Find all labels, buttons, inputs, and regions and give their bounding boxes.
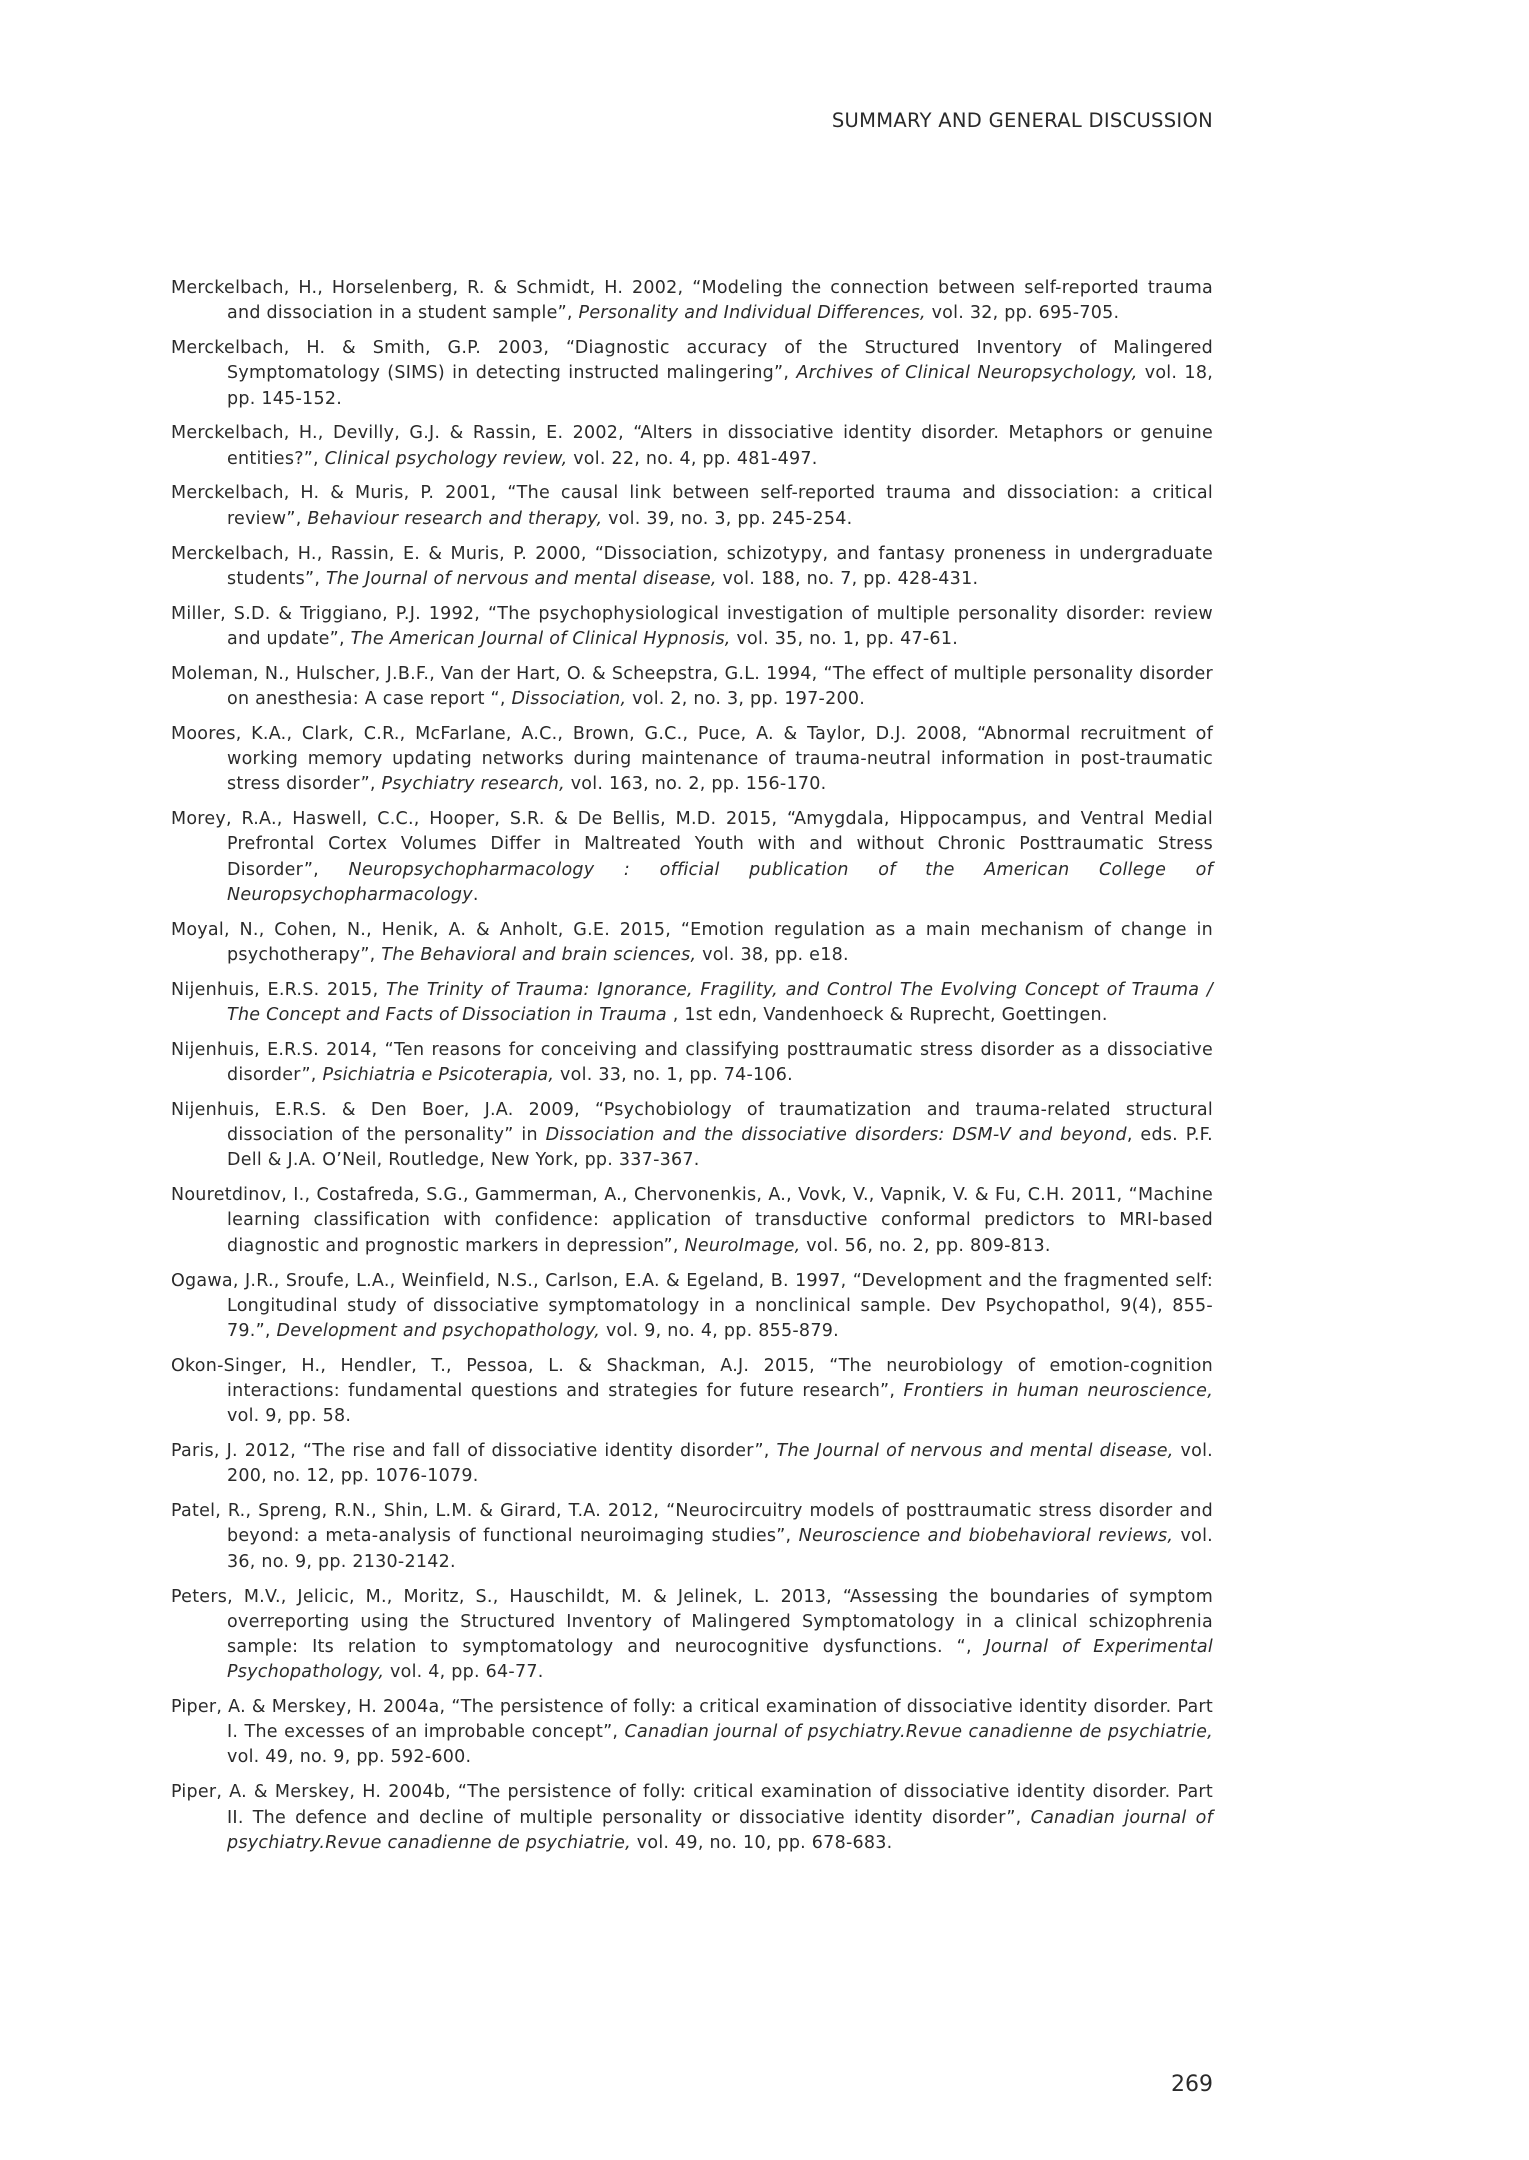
reference-source-title: The Journal of nervous and mental disease, bbox=[776, 1441, 1174, 1462]
reference-volume-pages: vol. 188, no. 7, pp. 428-431. bbox=[716, 568, 979, 589]
reference-citation: Merckelbach, H. & Smith, G.P. 2003, “Diagnostic accuracy of the Structured Inventory of Malingered Symptomatology (SIMS) in detecting instructed malingering”, bbox=[171, 338, 1213, 384]
reference-citation: Moores, K.A., Clark, C.R., McFarlane, A.C., Brown, G.C., Puce, A. & Taylor, D.J. 2008, “Abnormal recruitment of working memory updating networks during maintenance of trauma-neutral information in post-traumatic stress disorder”, bbox=[171, 723, 1213, 795]
reference-volume-pages: vol. 163, no. 2, pp. 156-170. bbox=[564, 774, 827, 795]
reference-volume-pages: vol. 32, pp. 695-705. bbox=[925, 303, 1120, 324]
reference-entry bbox=[171, 807, 1213, 908]
reference-entry bbox=[171, 542, 1213, 592]
reference-citation: Merckelbach, H., Devilly, G.J. & Rassin, E. 2002, “Alters in dissociative identity disorder. Metaphors or genuine entities?”, bbox=[171, 423, 1213, 469]
reference-entry bbox=[171, 276, 1213, 326]
reference-citation: Peters, M.V., Jelicic, M., Moritz, S., Hauschildt, M. & Jelinek, L. 2013, “Assessing the boundaries of symptom overreporting using the Structured Inventory of Malingered Symptomatology in a clinical schizophrenia sample: Its relation to symptomatology and neurocognitive dysfunctions. “, bbox=[171, 1586, 1213, 1657]
reference-source-title: The Trinity of Trauma: Ignorance, Fragility, and Control The Evolving Concept of Trauma / The Concept and Facts of Dissociation in Trauma bbox=[227, 979, 1213, 1025]
reference-volume-pages: vol. 56, no. 2, pp. 809-813. bbox=[800, 1235, 1051, 1256]
reference-citation: Nijenhuis, E.R.S. 2014, “Ten reasons for conceiving and classifying posttraumatic stress disorder as a dissociative disorder”, bbox=[171, 1039, 1213, 1086]
reference-volume-pages: vol. 22, no. 4, pp. 481-497. bbox=[567, 448, 818, 469]
reference-volume-pages: vol. 35, no. 1, pp. 47-61. bbox=[730, 628, 959, 649]
page-number: 269 bbox=[1171, 2072, 1213, 2097]
reference-citation: Paris, J. 2012, “The rise and fall of dissociative identity disorder”, bbox=[171, 1441, 777, 1462]
reference-source-title: The Journal of nervous and mental disease, bbox=[325, 568, 717, 589]
reference-entry bbox=[171, 421, 1213, 471]
reference-entry bbox=[171, 602, 1213, 652]
reference-entry bbox=[171, 1183, 1213, 1259]
reference-source-title: Development and psychopathology, bbox=[276, 1320, 601, 1341]
reference-citation: Miller, S.D. & Triggiano, P.J. 1992, “The psychophysiological investigation of multiple personality disorder: review and update”, bbox=[171, 603, 1213, 649]
reference-citation: Piper, A. & Merskey, H. 2004b, “The persistence of folly: critical examination of dissociative identity disorder. Part II. The defence and decline of multiple personality or dissociative identity disorder”, bbox=[171, 1782, 1213, 1828]
reference-entry bbox=[171, 918, 1213, 968]
reference-source-title: Clinical psychology review, bbox=[324, 448, 568, 469]
reference-citation: Merckelbach, H., Rassin, E. & Muris, P. 2000, “Dissociation, schizotypy, and fantasy proneness in undergraduate students”, bbox=[171, 543, 1213, 589]
reference-source-title: Dissociation and the dissociative disorders: DSM-V and beyond bbox=[545, 1125, 1127, 1146]
reference-source-title: Canadian journal of psychiatry.Revue canadienne de psychiatrie, bbox=[227, 1807, 1213, 1853]
reference-source-title: The Behavioral and brain sciences, bbox=[381, 944, 697, 965]
reference-volume-pages: vol. 49, no. 10, pp. 678-683. bbox=[630, 1832, 893, 1853]
reference-entry bbox=[171, 336, 1213, 412]
reference-source-title: Personality and Individual Differences, bbox=[578, 303, 926, 324]
reference-entry bbox=[171, 1038, 1213, 1088]
reference-volume-pages: vol. 9, pp. 58. bbox=[227, 1406, 352, 1427]
reference-entry bbox=[171, 481, 1213, 531]
reference-citation: Merckelbach, H. & Muris, P. 2001, “The causal link between self-reported trauma and dissociation: a critical review”, bbox=[171, 483, 1213, 529]
reference-volume-pages: , 1st edn, Vandenhoeck & Ruprecht, Goettingen. bbox=[666, 1004, 1108, 1025]
reference-citation: Nijenhuis, E.R.S. & Den Boer, J.A. 2009, “Psychobiology of traumatization and trauma-related structural dissociation of the personality” in bbox=[171, 1099, 1213, 1146]
reference-source-title: Journal of Experimental Psychopathology, bbox=[227, 1636, 1213, 1683]
reference-volume-pages: vol. 38, pp. e18. bbox=[696, 944, 849, 965]
reference-citation: Nijenhuis, E.R.S. 2015, bbox=[171, 979, 387, 1000]
reference-entry bbox=[171, 1499, 1213, 1575]
reference-entry bbox=[171, 978, 1213, 1028]
reference-citation: Patel, R., Spreng, R.N., Shin, L.M. & Girard, T.A. 2012, “Neurocircuitry models of posttraumatic stress disorder and beyond: a meta-analysis of functional neuroimaging studies”, bbox=[171, 1501, 1213, 1547]
reference-entry bbox=[171, 1780, 1213, 1856]
reference-entry bbox=[171, 1269, 1213, 1345]
reference-entry bbox=[171, 1439, 1213, 1489]
reference-citation: Ogawa, J.R., Sroufe, L.A., Weinfield, N.S., Carlson, E.A. & Egeland, B. 1997, “Development and the fragmented self: Longitudinal study of dissociative symptomatology in a nonclinical sample. Dev Psychopathol, 9(4), 855-79.”, bbox=[171, 1270, 1213, 1341]
running-header: SUMMARY AND GENERAL DISCUSSION bbox=[831, 109, 1213, 132]
reference-volume-pages: vol. 36, no. 9, pp. 2130-2142. bbox=[227, 1526, 1213, 1572]
reference-volume-pages: , eds. P.F. Dell & J.A. O’Neil, Routledge, New York, pp. 337-367. bbox=[227, 1125, 1213, 1171]
reference-citation: Okon-Singer, H., Hendler, T., Pessoa, L. & Shackman, A.J. 2015, “The neurobiology of emotion-cognition interactions: fundamental questions and strategies for future research”, bbox=[171, 1355, 1213, 1402]
reference-source-title: Archives of Clinical Neuropsychology, bbox=[796, 363, 1138, 384]
reference-volume-pages: . bbox=[472, 884, 479, 905]
reference-source-title: Frontiers in human neuroscience, bbox=[903, 1381, 1214, 1402]
reference-volume-pages: vol. 200, no. 12, pp. 1076-1079. bbox=[227, 1441, 1213, 1487]
reference-list bbox=[171, 276, 1213, 1866]
reference-volume-pages: vol. 49, no. 9, pp. 592-600. bbox=[227, 1747, 472, 1768]
reference-source-title: Canadian journal of psychiatry.Revue canadienne de psychiatrie, bbox=[624, 1722, 1213, 1743]
reference-entry bbox=[171, 1354, 1213, 1430]
reference-entry bbox=[171, 722, 1213, 798]
reference-volume-pages: vol. 18, pp. 145-152. bbox=[227, 363, 1214, 409]
reference-citation: Moleman, N., Hulscher, J.B.F., Van der Hart, O. & Scheepstra, G.L. 1994, “The effect of multiple personality disorder on anesthesia: A case report “, bbox=[171, 663, 1213, 709]
reference-volume-pages: vol. 39, no. 3, pp. 245-254. bbox=[602, 508, 853, 529]
reference-source-title: The American Journal of Clinical Hypnosis, bbox=[350, 628, 731, 649]
reference-source-title: Neuropsychopharmacology : official publication of the American College of Neuropsychopharmacology bbox=[227, 859, 1214, 905]
reference-source-title: Psichiatria e Psicoterapia, bbox=[322, 1065, 555, 1086]
reference-entry bbox=[171, 1695, 1213, 1771]
reference-entry bbox=[171, 662, 1213, 712]
reference-citation: Nouretdinov, I., Costafreda, S.G., Gammerman, A., Chervonenkis, A., Vovk, V., Vapnik, V. & Fu, C.H. 2011, “Machine learning classification with confidence: application of transductive conformal predictors to MRI-based diagnostic and prognostic markers in depression”, bbox=[171, 1185, 1213, 1256]
reference-source-title: Behaviour research and therapy, bbox=[307, 508, 603, 529]
reference-volume-pages: vol. 4, pp. 64-77. bbox=[384, 1662, 544, 1683]
reference-citation: Morey, R.A., Haswell, C.C., Hooper, S.R. & De Bellis, M.D. 2015, “Amygdala, Hippocampus, and Ventral Medial Prefrontal Cortex Volumes Differ in Maltreated Youth with and without Chronic Posttraumatic Stress Disorder”, bbox=[171, 809, 1213, 880]
reference-citation: Merckelbach, H., Horselenberg, R. & Schmidt, H. 2002, “Modeling the connection between self-reported trauma and dissociation in a student sample”, bbox=[171, 278, 1213, 324]
reference-entry bbox=[171, 1098, 1213, 1174]
reference-source-title: Psychiatry research, bbox=[381, 774, 565, 795]
reference-source-title: Dissociation, bbox=[511, 688, 627, 709]
reference-entry bbox=[171, 1585, 1213, 1686]
reference-citation: Moyal, N., Cohen, N., Henik, A. & Anholt, G.E. 2015, “Emotion regulation as a main mechanism of change in psychotherapy”, bbox=[171, 919, 1213, 965]
reference-volume-pages: vol. 9, no. 4, pp. 855-879. bbox=[600, 1320, 839, 1341]
reference-source-title: NeuroImage, bbox=[684, 1235, 801, 1256]
reference-volume-pages: vol. 33, no. 1, pp. 74-106. bbox=[554, 1065, 793, 1086]
reference-citation: Piper, A. & Merskey, H. 2004a, “The persistence of folly: a critical examination of dissociative identity disorder. Part I. The excesses of an improbable concept”, bbox=[171, 1697, 1213, 1743]
reference-source-title: Neuroscience and biobehavioral reviews, bbox=[798, 1526, 1174, 1547]
reference-volume-pages: vol. 2, no. 3, pp. 197-200. bbox=[626, 688, 866, 709]
